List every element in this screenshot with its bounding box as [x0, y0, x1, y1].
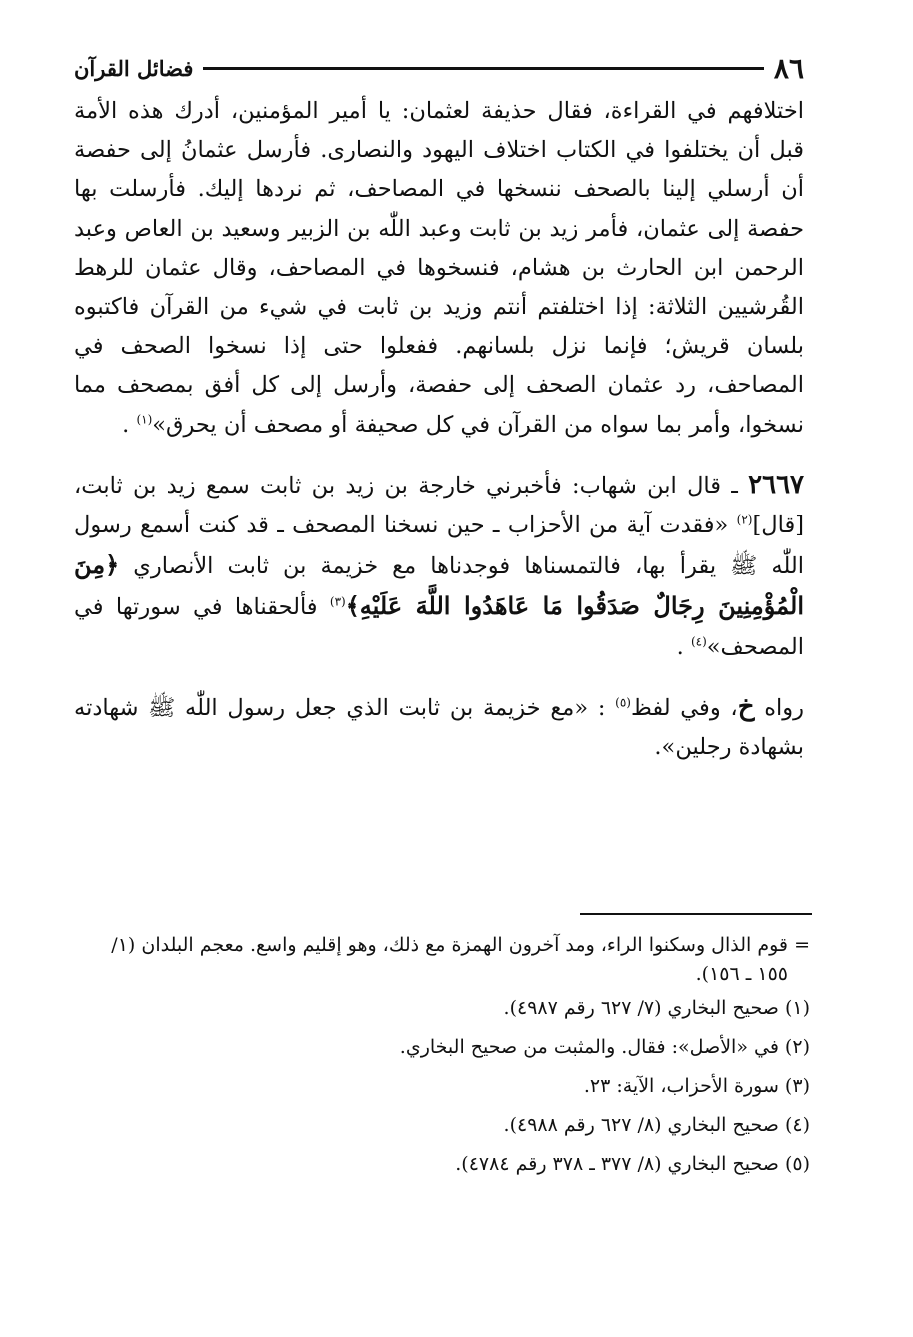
- footnote-5: (٥) صحيح البخاري (٨/ ٣٧٧ ـ ٣٧٨ رقم ٤٧٨٤).: [455, 1153, 810, 1175]
- hadith-text-a: ـ قال ابن شهاب: فأخبرني خارجة بن زيد بن ثابت سمع زيد بن ثابت، [قال]: [74, 472, 804, 539]
- page-header: [74, 48, 804, 88]
- footnote-ref-3: (٣): [329, 594, 346, 609]
- paragraph-1-text: اختلافهم في القراءة، فقال حذيفة لعثمان: يا أمير المؤمنين، أدرك هذه الأمة قبل أن يختلفوا في الكتاب اختلاف اليهود والنصارى. فأرسل عثمانُ إلى حفصة أن أرسلي إلينا بالصحف ننسخها في المصاحف، ثم نردها إليك. فأرسلت بها حفصة إلى عثمان، فأمر زيد بن ثابت وعبد اللّٰه بن الزبير وسعيد بن العاص وعبد الرحمن ابن الحارث بن هشام، فنسخوها في المصاحف، وقال عثمان للرهط القُرشيين الثلاثة: إذا اختلفتم أنتم وزيد بن ثابت في شيء من القرآن فاكتبوه بلسان قريش؛ فإنما نزل بلسانهم. ففعلوا حتى إذا نسخوا الصحف في المصاحف، رد عثمان الصحف إلى حفصة، وأرسل إلى كل أفق بمصحف مما نسخوا، وأمر بما سواه من القرآن في كل صحيفة أو مصحف أن يحرق»: [74, 98, 804, 438]
- narration-text-b: ، وفي لفظ: [630, 694, 738, 721]
- footnote-ref-1: (١): [136, 412, 153, 427]
- narration-paragraph: [74, 688, 804, 767]
- footnotes: [78, 926, 810, 1184]
- main-text: [74, 92, 804, 767]
- footnote-4: (٤) صحيح البخاري (٨/ ٦٢٧ رقم ٤٩٨٨).: [503, 1114, 810, 1136]
- continuation-text: قوم الذال وسكنوا الراء، ومد آخرون الهمزة مع ذلك، وهو إقليم واسع. معجم البلدان (١/ ١٥٥ ـ ١٥٦).: [111, 934, 788, 985]
- source-abbrev: خ: [737, 691, 755, 722]
- footnote-2: (٢) في «الأصل»: فقال. والمثبت من صحيح البخاري.: [399, 1036, 810, 1058]
- footnote-1: (١) صحيح البخاري (٧/ ٦٢٧ رقم ٤٩٨٧).: [503, 997, 810, 1019]
- hadith-end: .: [676, 633, 691, 660]
- narration-text-c: : «مع خزيمة بن ثابت الذي جعل رسول اللّٰه ﷺ شهادته بشهادة رجلين».: [74, 694, 804, 761]
- hadith-number: ٢٦٦٧: [748, 469, 804, 500]
- footnote-continuation: [78, 926, 810, 989]
- hadith-text-c: فألحقناها في سورتها في المصحف»: [74, 594, 804, 660]
- continuation-marker: =: [794, 934, 810, 956]
- footnote-separator: [580, 913, 812, 915]
- footnote-ref-2: (٢): [736, 512, 753, 527]
- paragraph-1-end: .: [122, 411, 137, 438]
- footnote-3: (٣) سورة الأحزاب، الآية: ٢٣.: [583, 1075, 810, 1097]
- footnote-ref-4: (٤): [690, 634, 707, 649]
- running-title: فضائل القرآن: [74, 55, 194, 81]
- header-rule: [203, 67, 764, 70]
- page-number: ٨٦: [773, 51, 804, 85]
- narration-text-a: رواه: [754, 694, 804, 721]
- quran-verse: ﴿مِنَ الْمُؤْمِنِينَ رِجَالٌ صَدَقُوا مَا عَاهَدُوا اللَّهَ عَلَيْهِ﴾: [74, 550, 804, 621]
- paragraph-1: [74, 92, 804, 445]
- hadith-text-b: «فقدت آية من الأحزاب ـ حين نسخنا المصحف ـ قد كنت أسمع رسول اللّٰه ﷺ يقرأ بها، فالتمسناها فوجدناها مع خزيمة بن ثابت الأنصاري: [74, 512, 805, 580]
- hadith-paragraph: [74, 466, 804, 667]
- footnote-ref-5: (٥): [615, 695, 631, 710]
